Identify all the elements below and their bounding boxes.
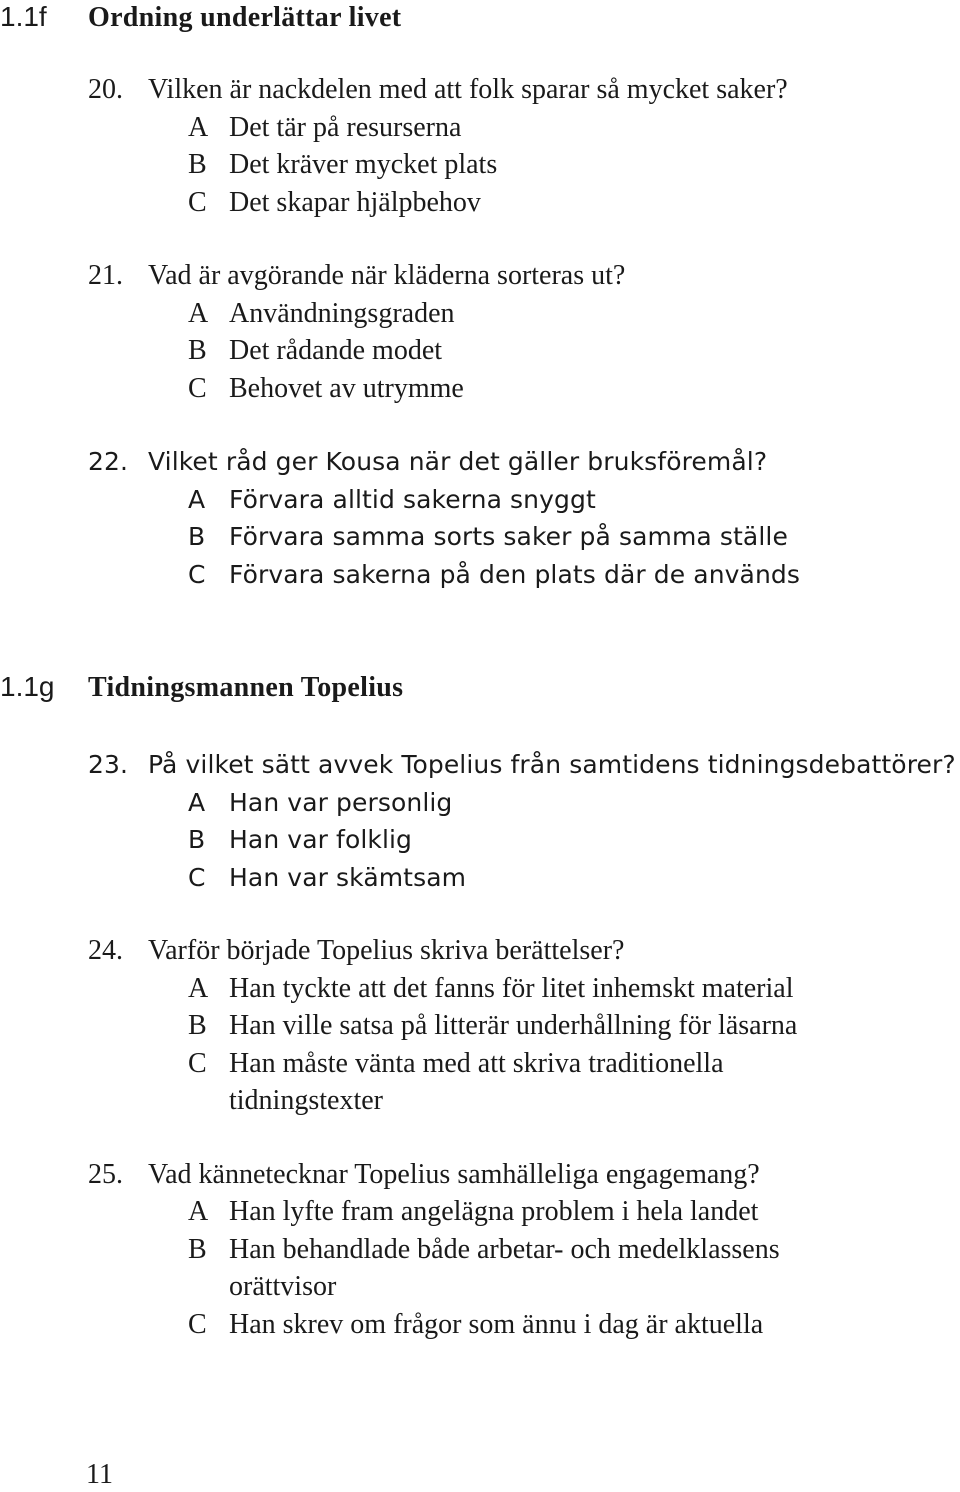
section-1-1f: [0, 0, 960, 593]
option-letter: C: [188, 559, 206, 589]
question-text: På vilket sätt avvek Topelius från samtidens tidningsdebattörer?: [148, 750, 956, 779]
option-text: Användningsgraden: [229, 297, 455, 329]
option-text: Det rådande modet: [229, 335, 443, 366]
option-text: Behovet av utrymme: [229, 372, 464, 404]
option-c: [0, 859, 960, 897]
option-letter: B: [188, 149, 207, 180]
question-20: [0, 71, 960, 221]
question-line: [0, 443, 960, 481]
question-text: Varför började Topelius skriva berättelser?: [148, 935, 625, 966]
option-text: Det tär på resurserna: [229, 111, 462, 143]
question-number: 20.: [88, 74, 123, 105]
option-letter: A: [188, 1196, 209, 1227]
option-b: [0, 1231, 960, 1306]
question-21: [0, 257, 960, 407]
option-text: Han behandlade både arbetar- och medelklassens orättvisor: [229, 1233, 780, 1302]
option-text: Förvara samma sorts saker på samma ställe: [229, 522, 788, 551]
option-text: Han ville satsa på litterär underhållning för läsarna: [229, 1010, 798, 1041]
section-1-1g: [0, 670, 960, 1343]
question-number: 25.: [88, 1158, 123, 1190]
question-line: [0, 1156, 960, 1194]
option-letter: A: [188, 484, 206, 514]
section-heading: [0, 0, 960, 40]
option-letter: C: [188, 372, 207, 404]
question-text: Vad kännetecknar Topelius samhälleliga engagemang?: [148, 1158, 760, 1190]
page-number: 11: [86, 1459, 113, 1490]
option-c: [0, 184, 960, 222]
option-a: [0, 1193, 960, 1231]
option-letter: C: [188, 1047, 207, 1079]
question-text: Vilken är nackdelen med att folk sparar så mycket saker?: [148, 74, 788, 105]
option-text: Han lyfte fram angelägna problem i hela landet: [229, 1196, 759, 1227]
question-number: 21.: [88, 260, 123, 291]
section-title: Tidningsmannen Topelius: [88, 672, 404, 703]
option-letter: A: [188, 787, 206, 817]
option-text: Han tyckte att det fanns för litet inhemskt material: [229, 972, 794, 1004]
question-text: Vad är avgörande när kläderna sorteras ut?: [148, 260, 626, 291]
question-text: Vilket råd ger Kousa när det gäller bruksföremål?: [148, 447, 768, 476]
option-c: [0, 1045, 960, 1120]
option-text: Han var personlig: [229, 787, 453, 817]
option-c: [0, 1306, 960, 1344]
option-a: [0, 784, 960, 822]
option-letter: A: [188, 297, 209, 329]
option-letter: A: [188, 972, 209, 1004]
option-c: [0, 556, 960, 594]
question-24: [0, 932, 960, 1120]
option-letter: B: [188, 335, 207, 366]
option-a: [0, 481, 960, 519]
option-letter: A: [188, 111, 209, 143]
section-heading: [0, 670, 960, 710]
question-22: [0, 443, 960, 593]
option-text: Han måste vänta med att skriva traditionella tidningstexter: [229, 1047, 724, 1116]
question-line: [0, 71, 960, 109]
option-letter: B: [188, 522, 206, 551]
question-23: [0, 746, 960, 896]
option-letter: C: [188, 1308, 207, 1340]
option-letter: C: [188, 186, 207, 218]
question-number: 22.: [88, 447, 129, 476]
option-text: Han var skämtsam: [229, 862, 467, 892]
option-text: Det kräver mycket plats: [229, 149, 498, 180]
option-text: Förvara alltid sakerna snyggt: [229, 484, 596, 514]
section-number: 1.1g: [0, 671, 55, 702]
section-title: Ordning underlättar livet: [88, 2, 402, 33]
section-number: 1.1f: [0, 1, 47, 32]
option-a: [0, 970, 960, 1008]
option-b: [0, 518, 960, 556]
question-line: [0, 932, 960, 970]
option-b: [0, 1007, 960, 1045]
option-text: Han var folklig: [229, 825, 413, 854]
option-letter: B: [188, 1010, 207, 1041]
option-b: [0, 332, 960, 370]
question-line: [0, 746, 960, 784]
option-letter: B: [188, 1233, 207, 1265]
option-b: [0, 821, 960, 859]
option-text: Förvara sakerna på den plats där de används: [229, 559, 800, 589]
question-number: 23.: [88, 750, 129, 779]
question-number: 24.: [88, 935, 123, 966]
question-25: [0, 1156, 960, 1344]
option-a: [0, 109, 960, 147]
question-line: [0, 257, 960, 295]
option-text: Det skapar hjälpbehov: [229, 186, 481, 218]
option-letter: C: [188, 862, 206, 892]
option-text: Han skrev om frågor som ännu i dag är aktuella: [229, 1308, 764, 1340]
option-letter: B: [188, 825, 206, 854]
option-a: [0, 295, 960, 333]
option-c: [0, 370, 960, 408]
option-b: [0, 146, 960, 184]
